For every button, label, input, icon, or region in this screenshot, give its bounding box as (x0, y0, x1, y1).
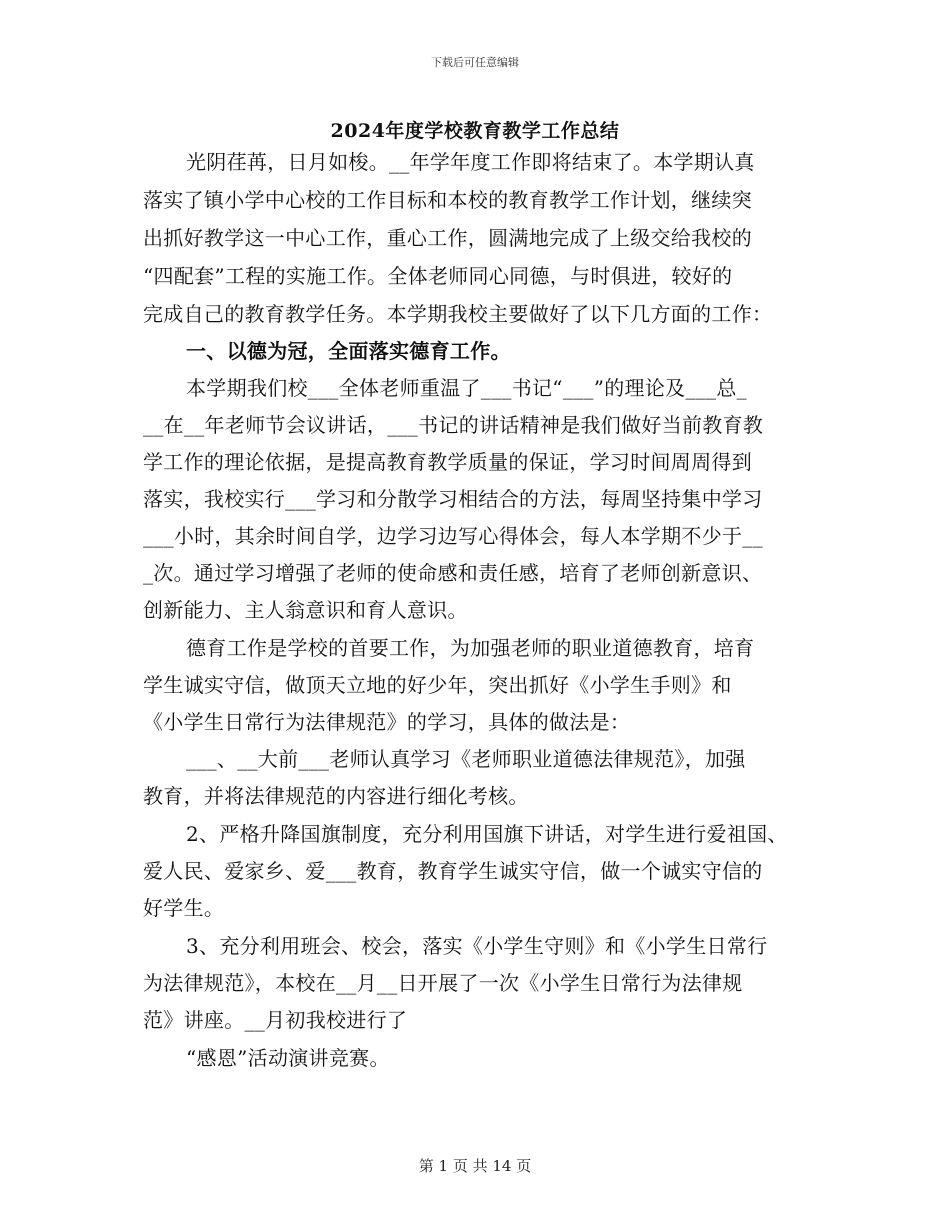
list-item-line: 教育，并将法律规范的内容进行细化考核。 (143, 784, 529, 808)
list-item-line: 3、充分利用班会、校会，落实《小学生守则》和《小学生日常行 (186, 934, 768, 958)
paragraph-line: ___小时，其余时间自学，边学习边写心得体会，每人本学期不少于__ (143, 524, 763, 548)
list-item-line: 好学生。 (143, 896, 225, 920)
paragraph-line: 落实了镇小学中心校的工作目标和本校的教育教学工作计划，继续突 (143, 188, 752, 212)
list-item-line: 范》讲座。__月初我校进行了 (143, 1008, 408, 1032)
paragraph-line: 出抓好教学这一中心工作，重心工作，圆满地完成了上级交给我校的 (143, 226, 752, 250)
paragraph-line: 本学期我们校___全体老师重温了___书记“___”的理论及___总_ (186, 376, 747, 400)
paragraph-line: “感恩”活动演讲竞赛。 (186, 1046, 390, 1070)
paragraph-line: 创新能力、主人翁意识和育人意识。 (143, 598, 468, 622)
paragraph-line: 光阴荏苒，日月如梭。__年学年度工作即将结束了。本学期认真 (186, 150, 755, 174)
document-title: 2024年度学校教育教学工作总结 (330, 120, 620, 142)
paragraph-line: “四配套”工程的实施工作。全体老师同心同德，与时俱进，较好的 (143, 264, 733, 288)
paragraph-line: __在__年老师节会议讲话，___书记的讲话精神是我们做好当前教育教 (143, 413, 764, 437)
paragraph-line: 学工作的理论依据，是提高教育教学质量的保证，学习时间周周得到 (143, 450, 752, 474)
paragraph-line: 学生诚实守信，做顶天立地的好少年，突出抓好《小学生手则》和 (143, 673, 732, 697)
list-item-line: 2、严格升降国旗制度，充分利用国旗下讲话，对学生进行爱祖国、 (186, 822, 788, 846)
header-note: 下载后可任意编辑 (431, 56, 519, 69)
page-number: 第 1 页 共 14 页 (418, 1157, 532, 1175)
paragraph-line: 完成自己的教育教学任务。本学期我校主要做好了以下几方面的工作： (143, 302, 773, 326)
paragraph-line: _次。通过学习增强了老师的使命感和责任感，培育了老师创新意识、 (143, 561, 763, 585)
paragraph-line: 落实，我校实行___学习和分散学习相结合的方法，每周坚持集中学习 (143, 487, 763, 511)
paragraph-line: 《小学生日常行为法律规范》的学习，具体的做法是： (143, 710, 631, 734)
list-item-line: 为法律规范》，本校在__月__日开展了一次《小学生日常行为法律规 (143, 971, 743, 995)
paragraph-line: 德育工作是学校的首要工作，为加强老师的职业道德教育，培育 (186, 636, 755, 660)
section-heading: 一、以德为冠，全面落实德育工作。 (186, 339, 511, 363)
list-item-line: 爱人民、爱家乡、爱___教育，教育学生诚实守信，做一个诚实守信的 (143, 859, 763, 883)
list-item-line: ___、__大前___老师认真学习《老师职业道德法律规范》，加强 (186, 747, 746, 771)
